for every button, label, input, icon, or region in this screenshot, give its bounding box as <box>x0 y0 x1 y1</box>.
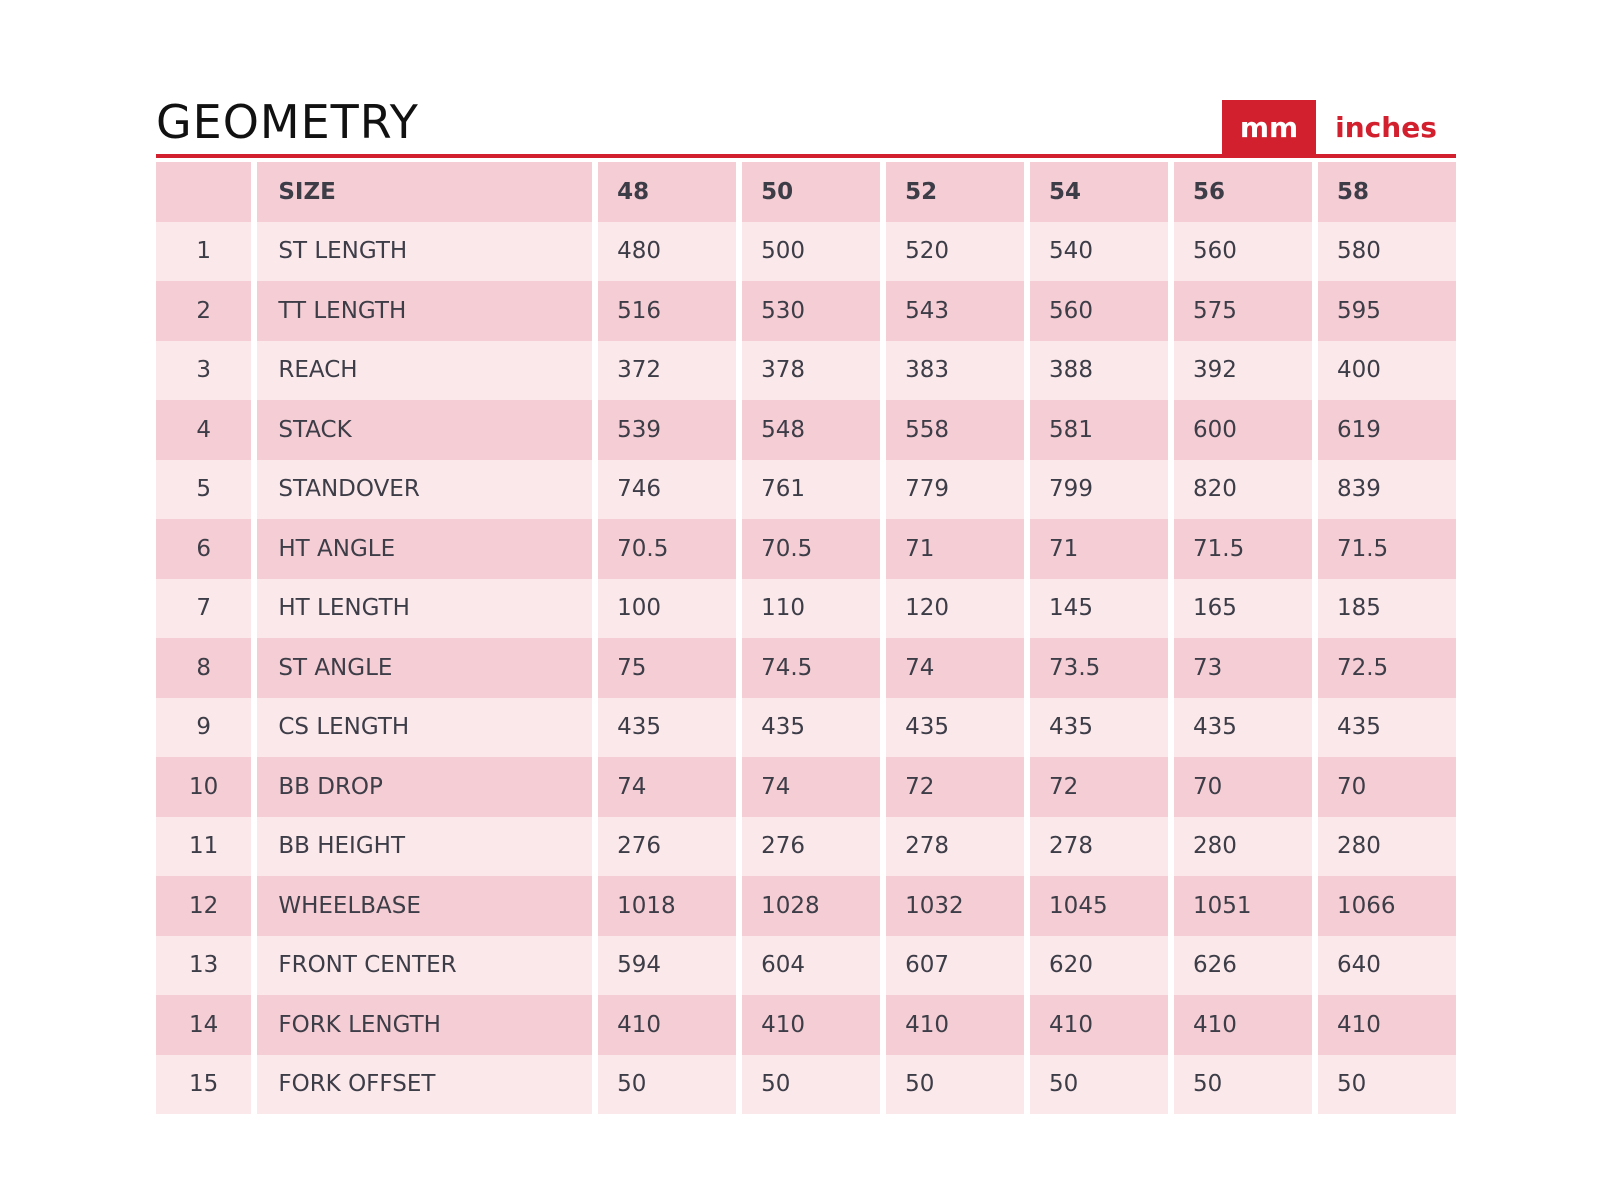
value-cell: 165 <box>1174 579 1312 639</box>
row-number: 10 <box>156 757 251 817</box>
value-cell: 71 <box>886 519 1024 579</box>
table-body <box>156 222 1456 1115</box>
value-cell: 435 <box>742 698 880 758</box>
value-cell: 761 <box>742 460 880 520</box>
value-cell: 594 <box>598 936 736 996</box>
value-cell: 480 <box>598 222 736 282</box>
row-number: 15 <box>156 1055 251 1115</box>
table-row <box>156 817 1456 877</box>
header-size-56: 56 <box>1174 162 1312 222</box>
table-row <box>156 400 1456 460</box>
value-cell: 74.5 <box>742 638 880 698</box>
unit-toggle <box>1222 100 1456 154</box>
row-number: 1 <box>156 222 251 282</box>
value-cell: 779 <box>886 460 1024 520</box>
value-cell: 410 <box>598 995 736 1055</box>
value-cell: 72.5 <box>1318 638 1456 698</box>
row-label: HT ANGLE <box>257 519 592 579</box>
mm-unit-button[interactable]: mm <box>1222 100 1316 154</box>
value-cell: 1051 <box>1174 876 1312 936</box>
value-cell: 410 <box>1030 995 1168 1055</box>
table-row <box>156 281 1456 341</box>
value-cell: 581 <box>1030 400 1168 460</box>
table-row <box>156 1055 1456 1115</box>
row-number: 3 <box>156 341 251 401</box>
value-cell: 71 <box>1030 519 1168 579</box>
page-title: GEOMETRY <box>156 95 419 149</box>
header-number-cell <box>156 162 251 222</box>
row-number: 14 <box>156 995 251 1055</box>
row-label: REACH <box>257 341 592 401</box>
value-cell: 75 <box>598 638 736 698</box>
value-cell: 71.5 <box>1318 519 1456 579</box>
value-cell: 520 <box>886 222 1024 282</box>
value-cell: 50 <box>886 1055 1024 1115</box>
value-cell: 560 <box>1030 281 1168 341</box>
geometry-table <box>150 162 1462 1114</box>
row-label: FORK OFFSET <box>257 1055 592 1115</box>
row-number: 4 <box>156 400 251 460</box>
row-number: 11 <box>156 817 251 877</box>
value-cell: 50 <box>1174 1055 1312 1115</box>
value-cell: 410 <box>1174 995 1312 1055</box>
row-label: BB HEIGHT <box>257 817 592 877</box>
value-cell: 110 <box>742 579 880 639</box>
value-cell: 839 <box>1318 460 1456 520</box>
value-cell: 276 <box>598 817 736 877</box>
table-row <box>156 519 1456 579</box>
value-cell: 50 <box>598 1055 736 1115</box>
header-size-label: SIZE <box>257 162 592 222</box>
value-cell: 548 <box>742 400 880 460</box>
value-cell: 1028 <box>742 876 880 936</box>
table-row <box>156 995 1456 1055</box>
row-label: STANDOVER <box>257 460 592 520</box>
table-header-row <box>156 162 1456 222</box>
table-row <box>156 876 1456 936</box>
value-cell: 435 <box>1318 698 1456 758</box>
value-cell: 540 <box>1030 222 1168 282</box>
value-cell: 820 <box>1174 460 1312 520</box>
value-cell: 378 <box>742 341 880 401</box>
value-cell: 276 <box>742 817 880 877</box>
value-cell: 619 <box>1318 400 1456 460</box>
table-row <box>156 698 1456 758</box>
value-cell: 558 <box>886 400 1024 460</box>
value-cell: 70.5 <box>598 519 736 579</box>
value-cell: 1018 <box>598 876 736 936</box>
value-cell: 435 <box>886 698 1024 758</box>
table-row <box>156 936 1456 996</box>
row-label: HT LENGTH <box>257 579 592 639</box>
value-cell: 543 <box>886 281 1024 341</box>
value-cell: 70 <box>1174 757 1312 817</box>
row-label: ST ANGLE <box>257 638 592 698</box>
geometry-panel <box>156 92 1456 1114</box>
value-cell: 500 <box>742 222 880 282</box>
row-label: CS LENGTH <box>257 698 592 758</box>
value-cell: 72 <box>1030 757 1168 817</box>
value-cell: 530 <box>742 281 880 341</box>
value-cell: 50 <box>1318 1055 1456 1115</box>
value-cell: 435 <box>598 698 736 758</box>
value-cell: 435 <box>1030 698 1168 758</box>
value-cell: 575 <box>1174 281 1312 341</box>
value-cell: 72 <box>886 757 1024 817</box>
value-cell: 600 <box>1174 400 1312 460</box>
table-row <box>156 638 1456 698</box>
value-cell: 435 <box>1174 698 1312 758</box>
value-cell: 278 <box>886 817 1024 877</box>
value-cell: 607 <box>886 936 1024 996</box>
value-cell: 410 <box>1318 995 1456 1055</box>
value-cell: 580 <box>1318 222 1456 282</box>
value-cell: 560 <box>1174 222 1312 282</box>
value-cell: 280 <box>1318 817 1456 877</box>
value-cell: 604 <box>742 936 880 996</box>
table-row <box>156 460 1456 520</box>
header-size-54: 54 <box>1030 162 1168 222</box>
value-cell: 1066 <box>1318 876 1456 936</box>
value-cell: 73 <box>1174 638 1312 698</box>
table-row <box>156 341 1456 401</box>
value-cell: 640 <box>1318 936 1456 996</box>
header-size-48: 48 <box>598 162 736 222</box>
value-cell: 50 <box>742 1055 880 1115</box>
value-cell: 100 <box>598 579 736 639</box>
row-label: ST LENGTH <box>257 222 592 282</box>
value-cell: 278 <box>1030 817 1168 877</box>
value-cell: 1032 <box>886 876 1024 936</box>
value-cell: 74 <box>742 757 880 817</box>
value-cell: 1045 <box>1030 876 1168 936</box>
row-number: 2 <box>156 281 251 341</box>
value-cell: 516 <box>598 281 736 341</box>
value-cell: 70.5 <box>742 519 880 579</box>
value-cell: 74 <box>886 638 1024 698</box>
value-cell: 120 <box>886 579 1024 639</box>
header-divider <box>156 154 1456 158</box>
value-cell: 746 <box>598 460 736 520</box>
value-cell: 50 <box>1030 1055 1168 1115</box>
header-size-50: 50 <box>742 162 880 222</box>
row-label: WHEELBASE <box>257 876 592 936</box>
value-cell: 145 <box>1030 579 1168 639</box>
header-size-58: 58 <box>1318 162 1456 222</box>
row-number: 8 <box>156 638 251 698</box>
row-number: 13 <box>156 936 251 996</box>
table-row <box>156 579 1456 639</box>
value-cell: 388 <box>1030 341 1168 401</box>
value-cell: 620 <box>1030 936 1168 996</box>
row-number: 7 <box>156 579 251 639</box>
value-cell: 71.5 <box>1174 519 1312 579</box>
value-cell: 410 <box>742 995 880 1055</box>
value-cell: 372 <box>598 341 736 401</box>
row-number: 5 <box>156 460 251 520</box>
row-number: 9 <box>156 698 251 758</box>
row-label: FORK LENGTH <box>257 995 592 1055</box>
table-row <box>156 222 1456 282</box>
geometry-header <box>156 92 1456 154</box>
row-label: STACK <box>257 400 592 460</box>
header-size-52: 52 <box>886 162 1024 222</box>
row-label: FRONT CENTER <box>257 936 592 996</box>
row-label: BB DROP <box>257 757 592 817</box>
row-number: 6 <box>156 519 251 579</box>
value-cell: 280 <box>1174 817 1312 877</box>
row-number: 12 <box>156 876 251 936</box>
value-cell: 383 <box>886 341 1024 401</box>
value-cell: 799 <box>1030 460 1168 520</box>
value-cell: 392 <box>1174 341 1312 401</box>
value-cell: 185 <box>1318 579 1456 639</box>
value-cell: 410 <box>886 995 1024 1055</box>
row-label: TT LENGTH <box>257 281 592 341</box>
value-cell: 70 <box>1318 757 1456 817</box>
table-row <box>156 757 1456 817</box>
value-cell: 539 <box>598 400 736 460</box>
value-cell: 74 <box>598 757 736 817</box>
value-cell: 626 <box>1174 936 1312 996</box>
value-cell: 73.5 <box>1030 638 1168 698</box>
value-cell: 400 <box>1318 341 1456 401</box>
inches-unit-button[interactable]: inches <box>1335 110 1437 144</box>
value-cell: 595 <box>1318 281 1456 341</box>
